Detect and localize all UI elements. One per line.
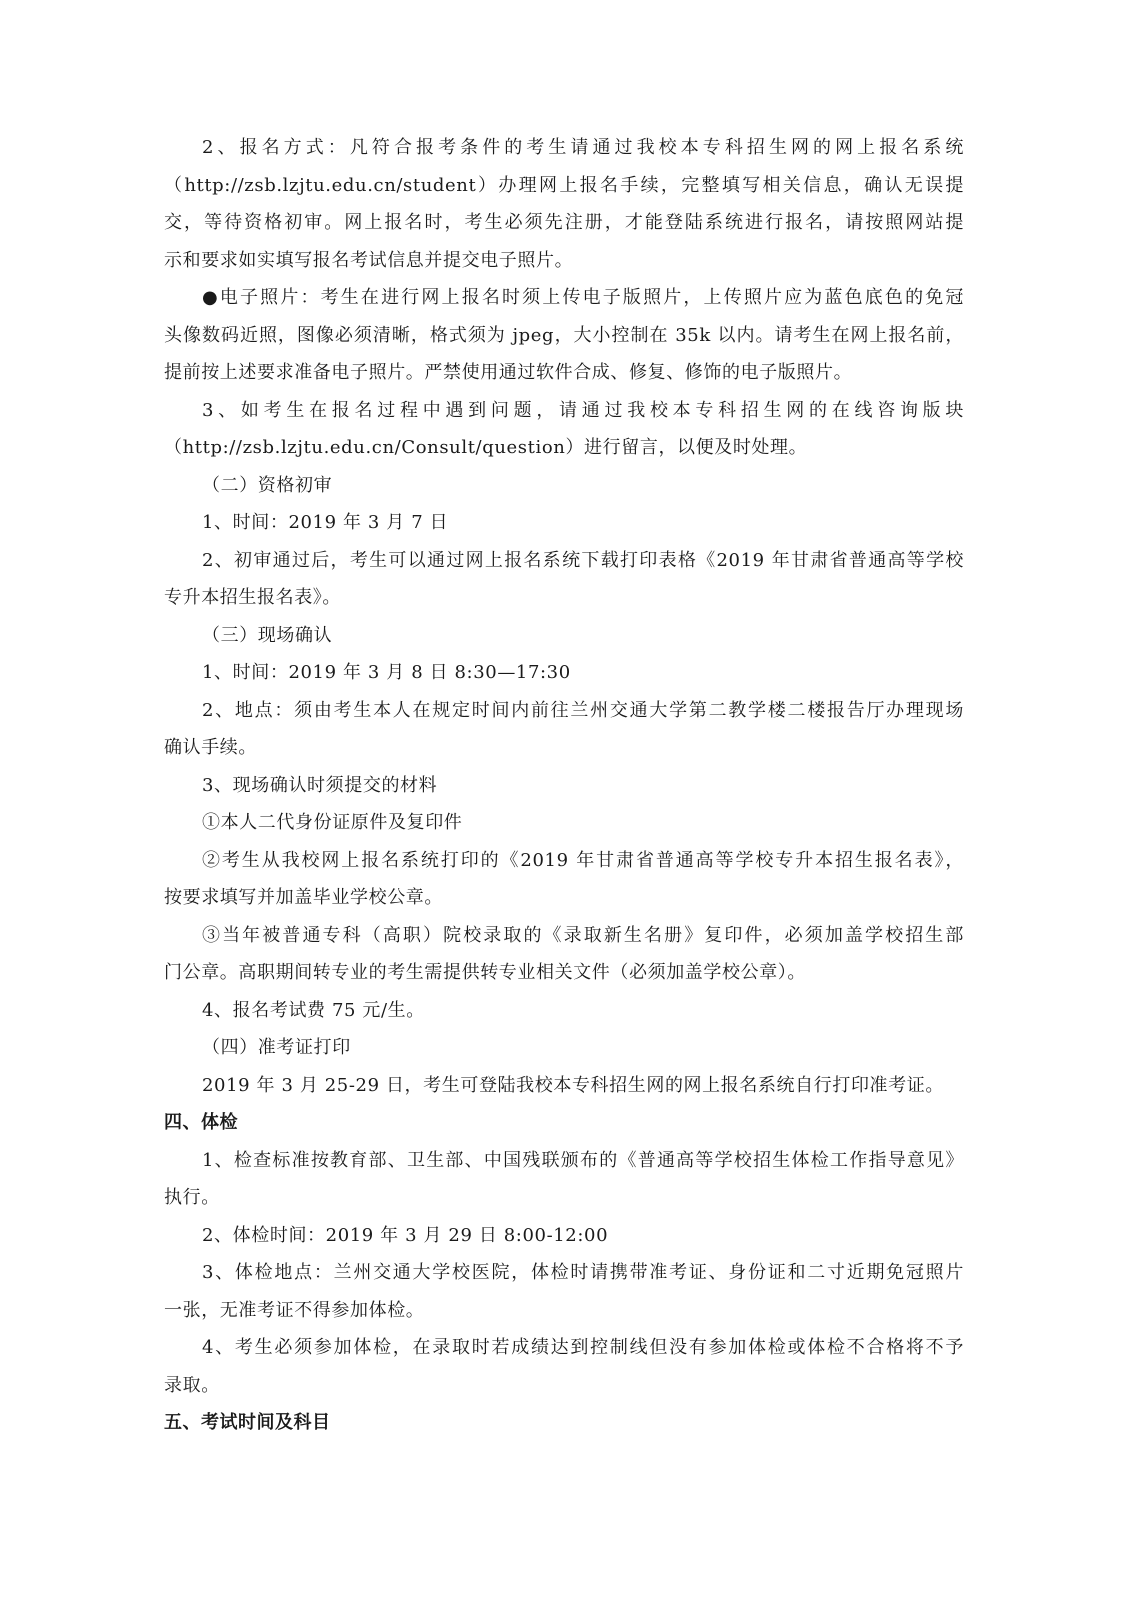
- paragraph-location: [164, 692, 964, 730]
- text-line: 一张，无准考证不得参加体检。: [164, 1299, 425, 1321]
- text-line: 2、体检时间：2019 年 3 月 29 日 8:00-12:00: [202, 1224, 609, 1246]
- text-line: 3、现场确认时须提交的材料: [202, 774, 438, 796]
- paragraph-continuation: [164, 1292, 964, 1330]
- paragraph-continuation: [164, 167, 964, 280]
- text-line: 提前按上述要求准备电子照片。严禁使用通过软件合成、修复、修饰的电子版照片。: [164, 362, 853, 383]
- paragraph-continuation: [164, 429, 964, 467]
- text-line: 1、时间：2019 年 3 月 7 日: [202, 512, 449, 533]
- text-line: ②考生从我校网上报名系统打印的《2019 年甘肃省普通高等学校专升本招生报名表》，: [202, 849, 964, 871]
- document-page: [164, 129, 964, 1442]
- paragraph-exam-required: [164, 1329, 964, 1367]
- text-line: 专升本招生报名表》。: [164, 587, 341, 608]
- paragraph-continuation: [164, 879, 964, 917]
- paragraph-continuation: [164, 579, 964, 617]
- section-title-qualification: （二）资格初审: [202, 474, 333, 496]
- text-line: 1、时间：2019 年 3 月 8 日 8:30—17:30: [202, 662, 571, 683]
- text-line: 2、地点：须由考生本人在规定时间内前往兰州交通大学第二教学楼二楼报告厅办理现场: [202, 699, 964, 721]
- paragraph-review: [164, 542, 964, 580]
- text-line: 交，等待资格初审。网上报名时，考生必须先注册，才能登陆系统进行报名，请按照网站提: [164, 212, 964, 233]
- text-line: 按要求填写并加盖毕业学校公章。: [164, 887, 443, 908]
- paragraph-material-3: [164, 917, 964, 955]
- text-line: （http://zsb.lzjtu.edu.cn/Consult/question）进行留言，以便及时处理。: [164, 437, 808, 458]
- section-title-admission-ticket: （四）准考证打印: [202, 1037, 351, 1058]
- text-line: 4、考生必须参加体检，在录取时若成绩达到控制线但没有参加体检或体检不合格将不予: [202, 1337, 964, 1358]
- paragraph-continuation: [164, 729, 964, 767]
- paragraph-electronic-photo: [164, 279, 964, 317]
- heading-exam-schedule: 五、考试时间及科目: [164, 1412, 331, 1433]
- text-line: 1、检查标准按教育部、卫生部、中国残联颁布的《普通高等学校招生体检工作指导意见》: [202, 1149, 964, 1171]
- text-line: 执行。: [164, 1187, 220, 1208]
- paragraph-exam-standard: [164, 1142, 964, 1180]
- paragraph-registration-method: [164, 129, 964, 167]
- text-line: ①本人二代身份证原件及复印件: [202, 812, 463, 833]
- text-line: 头像数码近照，图像必须清晰，格式须为 jpeg，大小控制在 35k 以内。请考生在网上报名前，: [164, 324, 964, 346]
- text-line: 3、体检地点：兰州交通大学校医院，体检时请携带准考证、身份证和二寸近期免冠照片: [202, 1262, 964, 1283]
- section-title-onsite: （三）现场确认: [202, 624, 333, 646]
- paragraph-continuation: [164, 1179, 964, 1217]
- paragraph-consult: [164, 392, 964, 430]
- text-line: 示和要求如实填写报名考试信息并提交电子照片。: [164, 249, 574, 271]
- heading-physical-exam: 四、体检: [164, 1112, 238, 1133]
- paragraph-continuation: [164, 954, 964, 992]
- text-line: 3、如考生在报名过程中遇到问题，请通过我校本专科招生网的在线咨询版块: [202, 399, 964, 421]
- text-line: 2、初审通过后，考生可以通过网上报名系统下载打印表格《2019 年甘肃省普通高等学校: [202, 549, 964, 571]
- paragraph-material-2: [164, 842, 964, 880]
- text-line: 4、报名考试费 75 元/生。: [202, 999, 425, 1021]
- text-line: 2、报名方式：凡符合报考条件的考生请通过我校本专科招生网的网上报名系统: [202, 137, 964, 158]
- text-line: 门公章。高职期间转专业的考生需提供转专业相关文件（必须加盖学校公章）。: [164, 962, 806, 983]
- text-line: 2019 年 3 月 25-29 日，考生可登陆我校本专科招生网的网上报名系统自行打印准考证。: [202, 1074, 944, 1096]
- paragraph-exam-location: [164, 1254, 964, 1292]
- paragraph-continuation: [164, 317, 964, 392]
- text-line: 录取。: [164, 1374, 220, 1396]
- text-line: ●电子照片：考生在进行网上报名时须上传电子版照片，上传照片应为蓝色底色的免冠: [202, 287, 964, 308]
- text-line: ③当年被普通专科（高职）院校录取的《录取新生名册》复印件，必须加盖学校招生部: [202, 924, 964, 946]
- paragraph-continuation: [164, 1367, 964, 1405]
- text-line: 确认手续。: [164, 737, 257, 758]
- text-line: （http://zsb.lzjtu.edu.cn/student）办理网上报名手续，完整填写相关信息，确认无误提: [164, 174, 964, 196]
